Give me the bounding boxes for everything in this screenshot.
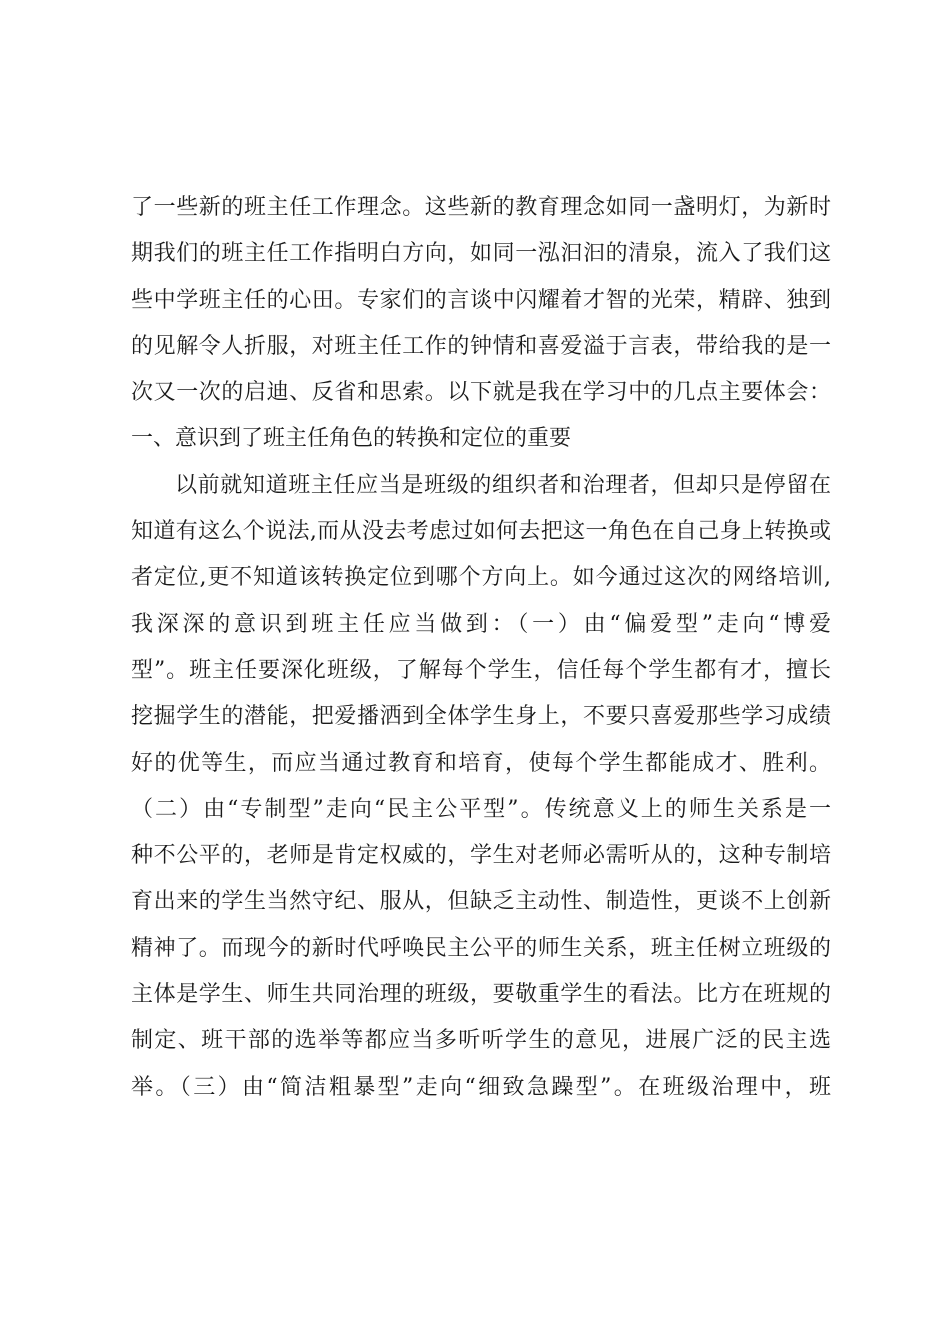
- paragraph-line-10: 我深深的意识到班主任应当做到：（一）由“偏爱型”走向“博爱: [131, 612, 831, 637]
- paragraph-line-13: 好的优等生，而应当通过教育和培育，使每个学生都能成才、胜利。: [131, 751, 831, 776]
- paragraph-line-17: 精神了。而现今的新时代呼唤民主公平的师生关系，班主任树立班级的: [131, 936, 831, 961]
- section-heading: 一、意识到了班主任角色的转换和定位的重要: [131, 426, 572, 451]
- paragraph-line-18: 主体是学生、师生共同治理的班级，要敬重学生的看法。比方在班规的: [131, 982, 831, 1007]
- paragraph-line-20: 举。（三）由“简洁粗暴型”走向“细致急躁型”。在班级治理中，班: [131, 1075, 831, 1100]
- paragraph-line-12: 挖掘学生的潜能，把爱播洒到全体学生身上，不要只喜爱那些学习成绩: [131, 704, 831, 729]
- paragraph-line-5: 次又一次的启迪、反省和思索。以下就是我在学习中的几点主要体会：: [131, 380, 831, 405]
- paragraph-line-4: 的见解令人折服，对班主任工作的钟情和喜爱溢于言表，带给我的是一: [131, 334, 831, 359]
- paragraph-line-8: 知道有这么个说法,而从没去考虑过如何去把这一角色在自己身上转换或: [131, 519, 831, 544]
- paragraph-line-3: 些中学班主任的心田。专家们的言谈中闪耀着才智的光荣，精辟、独到: [131, 288, 831, 313]
- paragraph-line-7: 以前就知道班主任应当是班级的组织者和治理者，但却只是停留在: [175, 473, 831, 498]
- paragraph-line-14: （二）由“专制型”走向“民主公平型”。传统意义上的师生关系是一: [131, 797, 831, 822]
- paragraph-line-1: 了一些新的班主任工作理念。这些新的教育理念如同一盏明灯，为新时: [131, 195, 831, 220]
- paragraph-line-15: 种不公平的，老师是肯定权威的，学生对老师必需听从的，这种专制培: [131, 843, 831, 868]
- paragraph-line-19: 制定、班干部的选举等都应当多听听学生的意见，进展广泛的民主选: [131, 1028, 831, 1053]
- paragraph-line-11: 型”。班主任要深化班级，了解每个学生，信任每个学生都有才，擅长: [131, 658, 831, 683]
- paragraph-line-2: 期我们的班主任工作指明白方向，如同一泓汩汩的清泉，流入了我们这: [131, 241, 831, 266]
- paragraph-line-9: 者定位,更不知道该转换定位到哪个方向上。如今通过这次的网络培训,: [131, 565, 831, 590]
- paragraph-line-16: 育出来的学生当然守纪、服从，但缺乏主动性、制造性，更谈不上创新: [131, 889, 831, 914]
